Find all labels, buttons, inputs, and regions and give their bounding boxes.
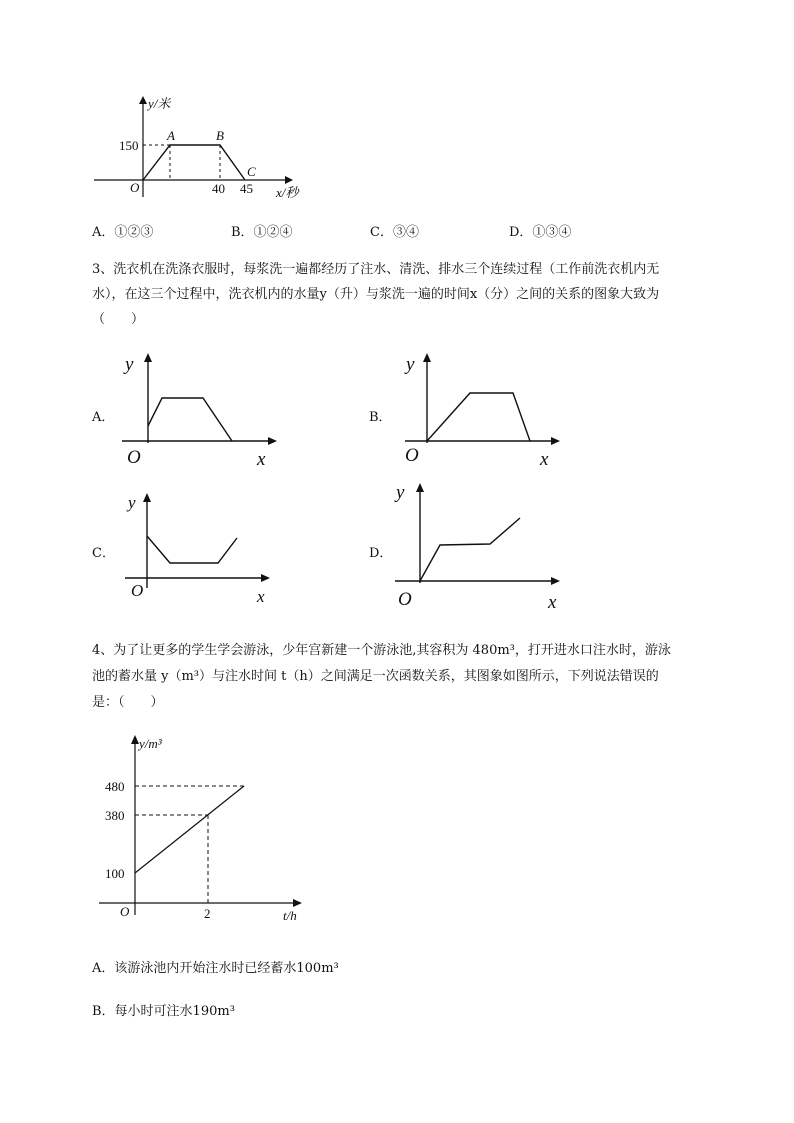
q4-tick-380: 380: [105, 808, 125, 823]
q3-option-b-label[interactable]: B．: [369, 410, 392, 425]
q3-text-line3: （ ）: [92, 312, 145, 327]
origin-label: O: [130, 180, 140, 195]
q4-x-axis-label: t/h: [283, 908, 297, 923]
q3-option-c-label[interactable]: C．: [92, 546, 115, 561]
q3-option-a-graph[interactable]: [110, 348, 285, 473]
q4-text-line2: 池的蓄水量 y（m³）与注水时间 t（h）之间满足一次函数关系，其图象如图所示，下列说法错误的: [92, 669, 659, 684]
q3-option-d-graph[interactable]: [390, 478, 570, 613]
q3-a-y: y: [125, 354, 134, 375]
q3-option-a-label[interactable]: A．: [92, 410, 115, 425]
point-c-label: C: [247, 164, 256, 179]
x-axis-label: x/秒: [276, 185, 299, 200]
q4-tick-2: 2: [204, 906, 211, 921]
q4-y-axis-arrow: [131, 735, 139, 744]
q3-text-line1: 3、洗衣机在洗涤衣服时，每浆洗一遍都经历了注水、清洗、排水三个连续过程（工作前洗衣机内无: [92, 262, 660, 277]
q3-b-x: x: [540, 449, 549, 470]
q4-option-a[interactable]: A．该游泳池内开始注水时已经蓄水100m³: [92, 961, 339, 976]
q2-option-d[interactable]: D．①③④: [509, 225, 572, 240]
q3-b-line: [427, 393, 530, 441]
y-axis-label: y/米: [148, 96, 171, 111]
q3-option-d-label[interactable]: D．: [369, 546, 393, 561]
y-tick-150: 150: [119, 138, 139, 153]
q3-text-line2: 水），在这三个过程中，洗衣机内的水量y（升）与浆洗一遍的时间x（分）之间的关系的图象大致为: [92, 287, 660, 302]
q4-y-axis-label: y/m³: [139, 736, 162, 751]
q4-text-line1: 4、为了让更多的学生学会游泳，少年宫新建一个游泳池,其容积为 480m³，打开进水口注水时，游泳: [92, 643, 671, 658]
q3-a-o: O: [127, 447, 141, 468]
x-axis-arrow: [285, 176, 293, 184]
q2-option-b[interactable]: B．①②④: [231, 225, 293, 240]
q4-tick-480: 480: [105, 779, 125, 794]
q3-c-x: x: [257, 587, 265, 606]
q3-d-y: y: [396, 482, 405, 503]
q3-c-y: y: [128, 493, 136, 512]
q3-a-line: [148, 398, 232, 441]
point-a-label: A: [167, 128, 175, 143]
q3-c-line: [147, 536, 237, 563]
q2-option-c[interactable]: C．③④: [370, 225, 419, 240]
q4-x-axis-arrow: [293, 899, 302, 907]
q4-text-line3: 是：（ ）: [92, 695, 164, 710]
q3-a-x: x: [257, 449, 266, 470]
q4-option-b[interactable]: B．每小时可注水190m³: [92, 1004, 235, 1019]
pool-volume-graph: [95, 730, 315, 925]
q3-d-o: O: [398, 589, 412, 610]
q3-c-o: O: [131, 581, 144, 600]
distance-time-graph: [90, 92, 330, 207]
q2-option-a[interactable]: A．①②③: [92, 225, 154, 240]
q3-option-c-graph[interactable]: [110, 488, 285, 608]
graph-line: [143, 145, 245, 180]
x-tick-40: 40: [212, 181, 225, 196]
q3-d-line: [420, 518, 520, 581]
q4-tick-100: 100: [105, 866, 125, 881]
q4-origin: O: [120, 904, 130, 919]
q3-d-x: x: [548, 592, 557, 613]
y-axis-arrow: [139, 96, 147, 104]
q3-b-o: O: [405, 445, 419, 466]
point-b-label: B: [216, 128, 224, 143]
x-tick-45: 45: [240, 181, 253, 196]
q3-option-b-graph[interactable]: [400, 348, 575, 473]
q4-graph-line: [135, 786, 244, 873]
q3-b-y: y: [406, 354, 415, 375]
